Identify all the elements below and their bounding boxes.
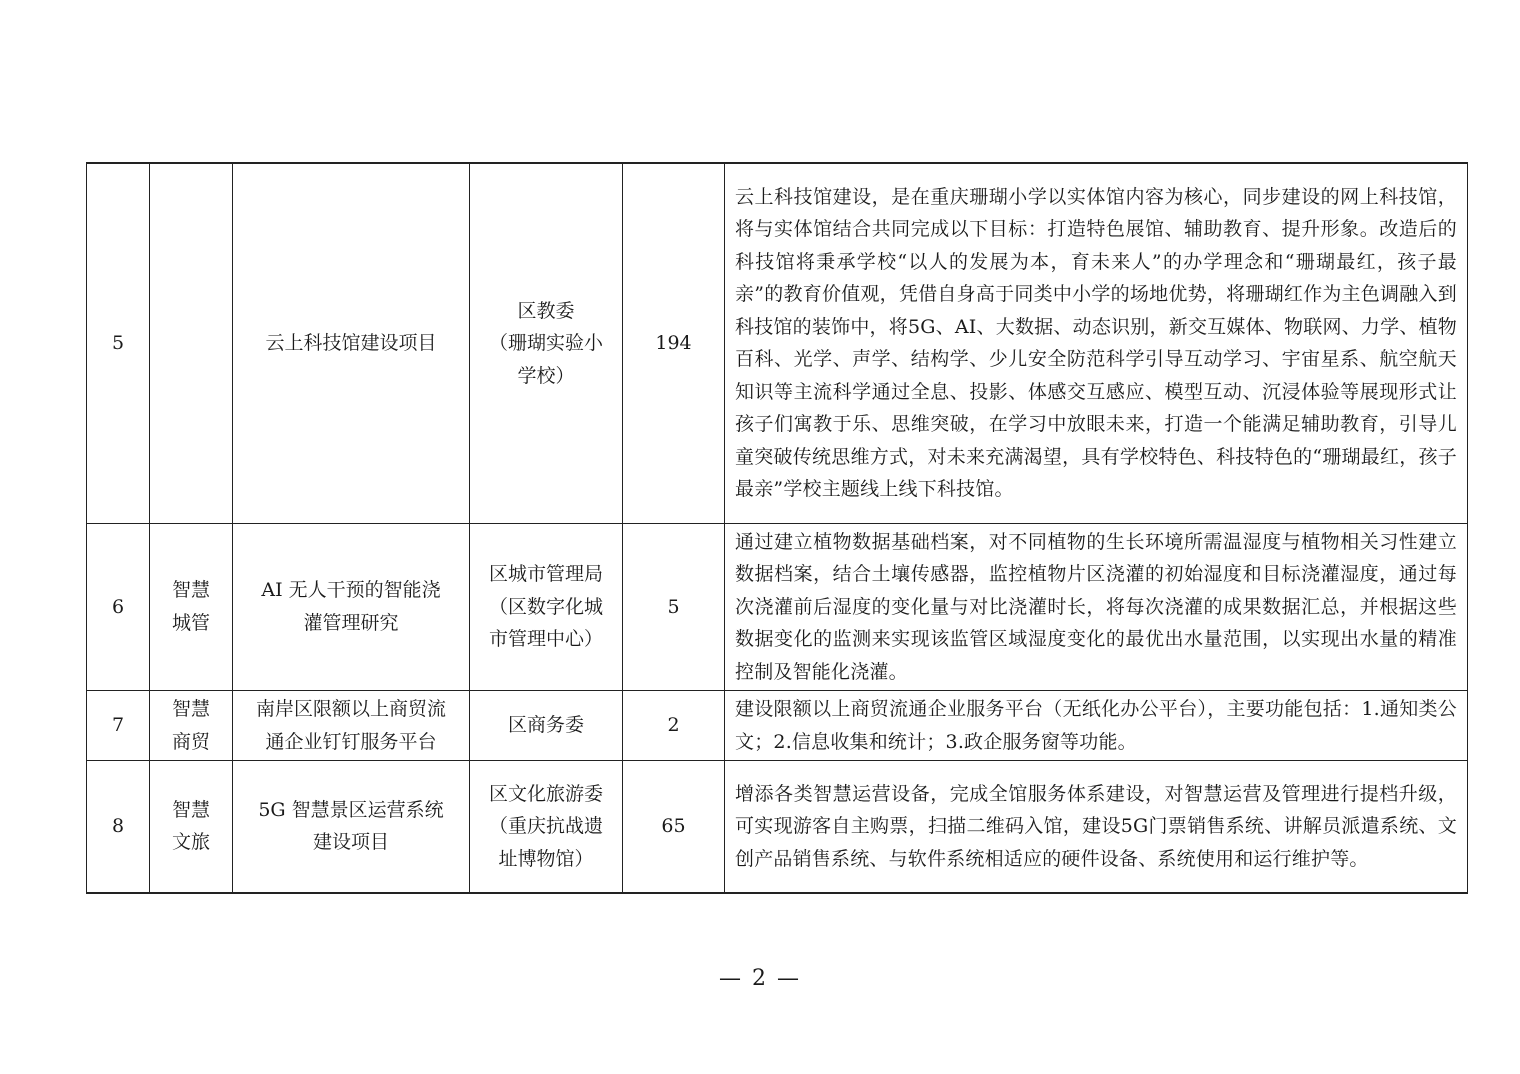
table-row xyxy=(87,761,1468,893)
table-row xyxy=(87,523,1468,691)
row-category: 智慧 城管 xyxy=(150,523,233,691)
row-number: 8 xyxy=(87,761,150,893)
row-category: 智慧 商贸 xyxy=(150,691,233,761)
row-number: 7 xyxy=(87,691,150,761)
project-description: 云上科技馆建设，是在重庆珊瑚小学以实体馆内容为核心，同步建设的网上科技馆，将与实体馆结合共同完成以下目标：打造特色展馆、辅助教育、提升形象。改造后的科技馆将秉承学校“以人的发展为本，育未来人”的办学理念和“珊瑚最红，孩子最亲”的教育价值观，凭借自身高于同类中小学的场地优势，将珊瑚红作为主色调融入到科技馆的装饰中，将5G、AI、大数据、动态识别，新交互媒体、物联网、力学、植物百科、光学、声学、结构学、少儿安全防范科学引导互动学习、宇宙星系、航空航天知识等主流科学通过全息、投影、体感交互感应、模型互动、沉浸体验等展现形式让孩子们寓教于乐、思维突破，在学习中放眼未来，打造一个能满足辅助教育，引导儿童突破传统思维方式，对未来充满渴望，具有学校特色、科技特色的“珊瑚最红，孩子最亲”学校主题线上线下科技馆。 xyxy=(725,163,1468,523)
table-row xyxy=(87,163,1468,523)
responsible-unit: 区文化旅游委 （重庆抗战遗 址博物馆） xyxy=(470,761,623,893)
responsible-unit: 区商务委 xyxy=(470,691,623,761)
row-category xyxy=(150,163,233,523)
project-name: AI 无人干预的智能浇 灌管理研究 xyxy=(233,523,470,691)
responsible-unit: 区城市管理局 （区数字化城 市管理中心） xyxy=(470,523,623,691)
funding-amount: 65 xyxy=(623,761,725,893)
funding-amount: 2 xyxy=(623,691,725,761)
page-number: — 2 — xyxy=(719,966,801,991)
project-table xyxy=(86,162,1468,894)
project-description: 建设限额以上商贸流通企业服务平台（无纸化办公平台），主要功能包括：1.通知类公文；2.信息收集和统计；3.政企服务窗等功能。 xyxy=(725,691,1468,761)
project-description: 增添各类智慧运营设备，完成全馆服务体系建设，对智慧运营及管理进行提档升级，可实现游客自主购票，扫描二维码入馆，建设5G门票销售系统、讲解员派遣系统、文创产品销售系统、与软件系统相适应的硬件设备、系统使用和运行维护等。 xyxy=(725,761,1468,893)
project-name: 南岸区限额以上商贸流 通企业钉钉服务平台 xyxy=(233,691,470,761)
project-name: 云上科技馆建设项目 xyxy=(233,163,470,523)
responsible-unit: 区教委 （珊瑚实验小 学校） xyxy=(470,163,623,523)
table-row xyxy=(87,691,1468,761)
row-number: 6 xyxy=(87,523,150,691)
funding-amount: 5 xyxy=(623,523,725,691)
project-name: 5G 智慧景区运营系统 建设项目 xyxy=(233,761,470,893)
funding-amount: 194 xyxy=(623,163,725,523)
row-category: 智慧 文旅 xyxy=(150,761,233,893)
row-number: 5 xyxy=(87,163,150,523)
project-description: 通过建立植物数据基础档案，对不同植物的生长环境所需温湿度与植物相关习性建立数据档案，结合土壤传感器，监控植物片区浇灌的初始湿度和目标浇灌湿度，通过每次浇灌前后湿度的变化量与对比浇灌时长，将每次浇灌的成果数据汇总，并根据这些数据变化的监测来实现该监管区域湿度变化的最优出水量范围，以实现出水量的精准控制及智能化浇灌。 xyxy=(725,523,1468,691)
